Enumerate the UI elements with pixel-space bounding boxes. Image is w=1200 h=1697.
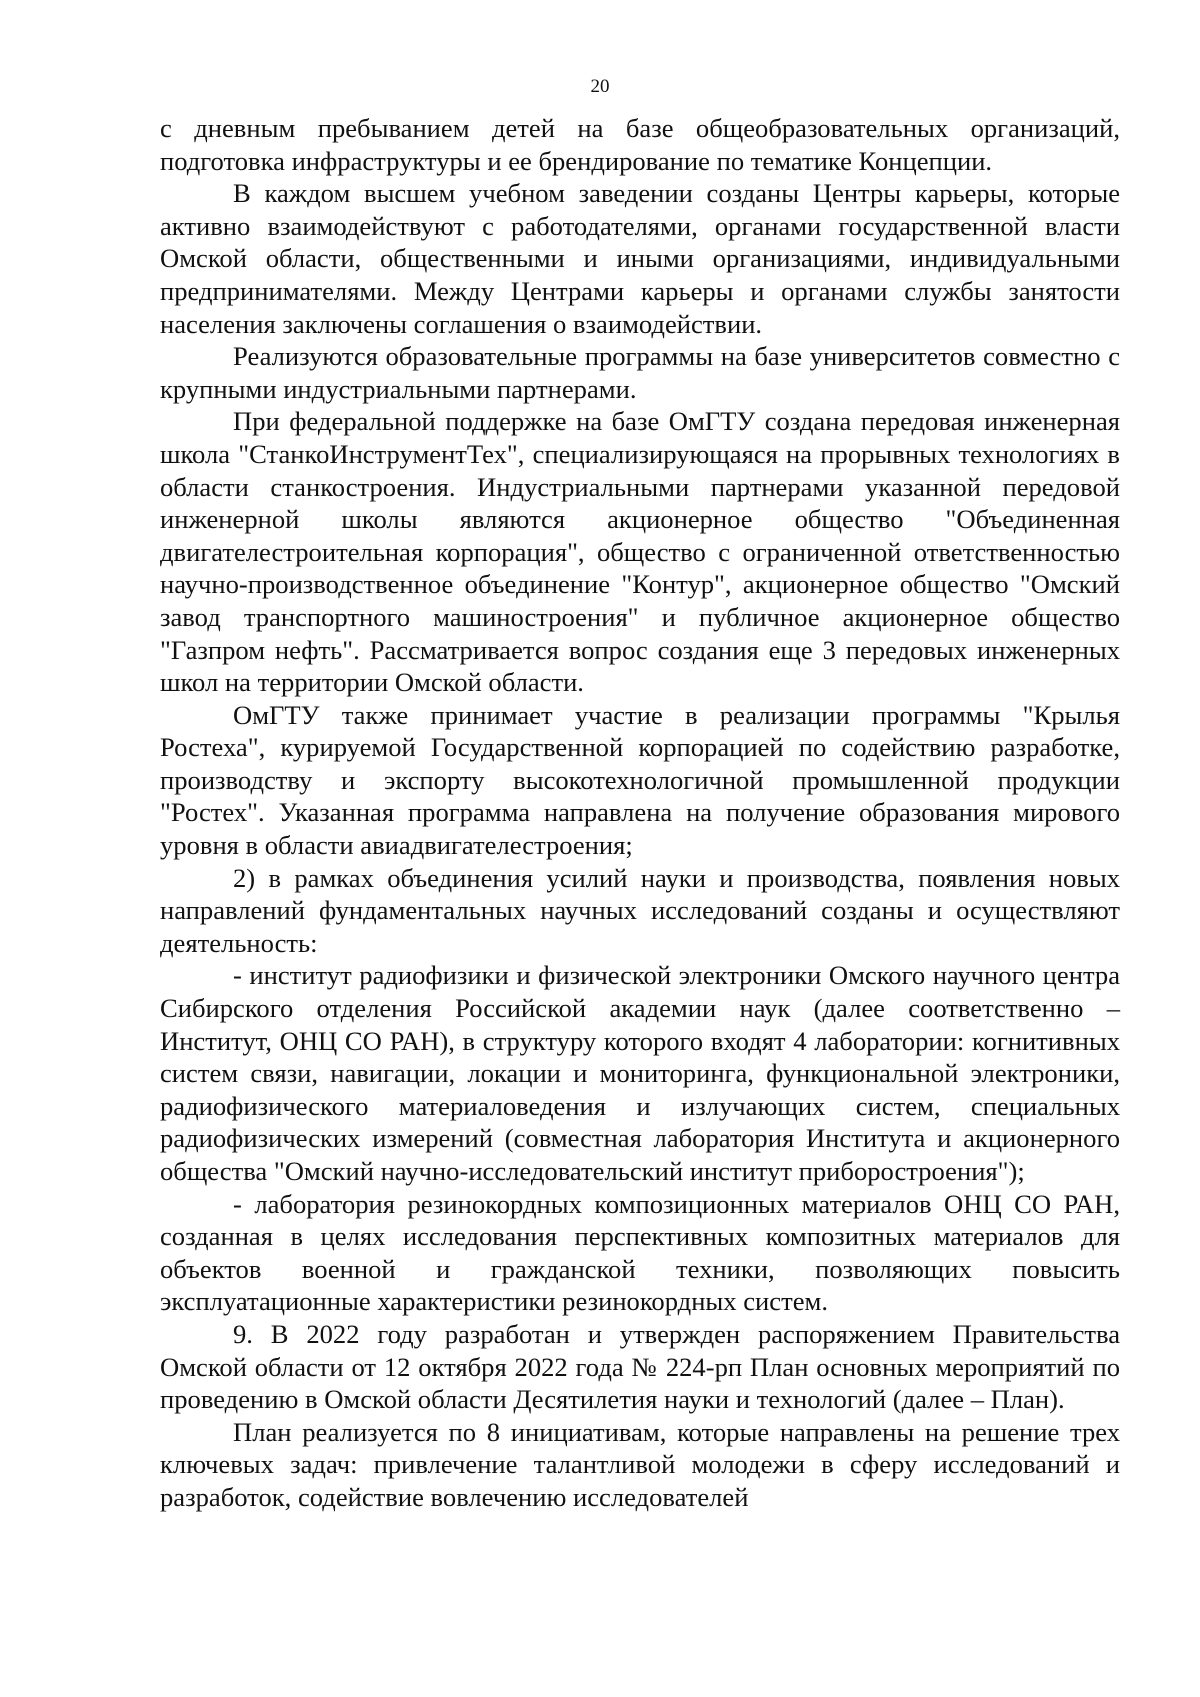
paragraph: План реализуется по 8 инициативам, которые направлены на решение трех ключевых задач: привлечение талантливой молодежи в сферу исследований и разработок, содействие вовлечению исследователей (160, 1416, 1120, 1512)
paragraph: При федеральной поддержке на базе ОмГТУ создана передовая инженерная школа "СтанкоИнструментТех", специализирующаяся на прорывных технологиях в области станкостроения. Индустриальными партнерами указанной передовой инженерной школы являются акционерное общество "Объединенная двигателестроительная корпорация", общество с ограниченной ответственностью научно-производственное объединение "Контур", акционерное общество "Омский завод транспортного машиностроения" и публичное акционерное общество "Газпром нефть". Рассматривается вопрос создания еще 3 передовых инженерных школ на территории Омской области. (160, 406, 1120, 698)
paragraph: В каждом высшем учебном заведении созданы Центры карьеры, которые активно взаимодействуют с работодателями, органами государственной власти Омской области, общественными и иными организациями, индивидуальными предпринимателями. Между Центрами карьеры и органами службы занятости населения заключены соглашения о взаимодействии. (160, 178, 1120, 339)
paragraph: с дневным пребыванием детей на базе общеобразовательных организаций, подготовка инфраструктуры и ее брендирование по тематике Концепции. (160, 113, 1120, 176)
page-number: 20 (590, 76, 610, 97)
paragraph: 9. В 2022 году разработан и утвержден распоряжением Правительства Омской области от 12 октября 2022 года № 224-рп План основных мероприятий по проведению в Омской области Десятилетия науки и технологий (далее – План). (160, 1318, 1120, 1415)
document-body (160, 112, 1120, 1514)
list-item: - институт радиофизики и физической электроники Омского научного центра Сибирского отделения Российской академии наук (далее соответственно – Институт, ОНЦ СО РАН), в структуру которого входят 4 лаборатории: когнитивных систем связи, навигации, локации и мониторинга, функциональной электроники, радиофизического материаловедения и излучающих систем, специальных радиофизических измерений (совместная лаборатория Института и акционерного общества "Омский научно-исследовательский институт приборостроения"); (160, 960, 1120, 1186)
list-item: - лаборатория резинокордных композиционных материалов ОНЦ СО РАН, созданная в целях исследования перспективных композитных материалов для объектов военной и гражданской техники, позволяющих повысить эксплуатационные характеристики резинокордных систем. (160, 1188, 1120, 1317)
paragraph: 2) в рамках объединения усилий науки и производства, появления новых направлений фундаментальных научных исследований созданы и осуществляют деятельность: (160, 862, 1120, 958)
paragraph: Реализуются образовательные программы на базе университетов совместно с крупными индустриальными партнерами. (160, 341, 1120, 404)
paragraph: ОмГТУ также принимает участие в реализации программы "Крылья Ростеха", курируемой Государственной корпорацией по содействию разработке, производству и экспорту высокотехнологичной промышленной продукции "Ростех". Указанная программа направлена на получение образования мирового уровня в области авиадвигателестроения; (160, 699, 1120, 861)
